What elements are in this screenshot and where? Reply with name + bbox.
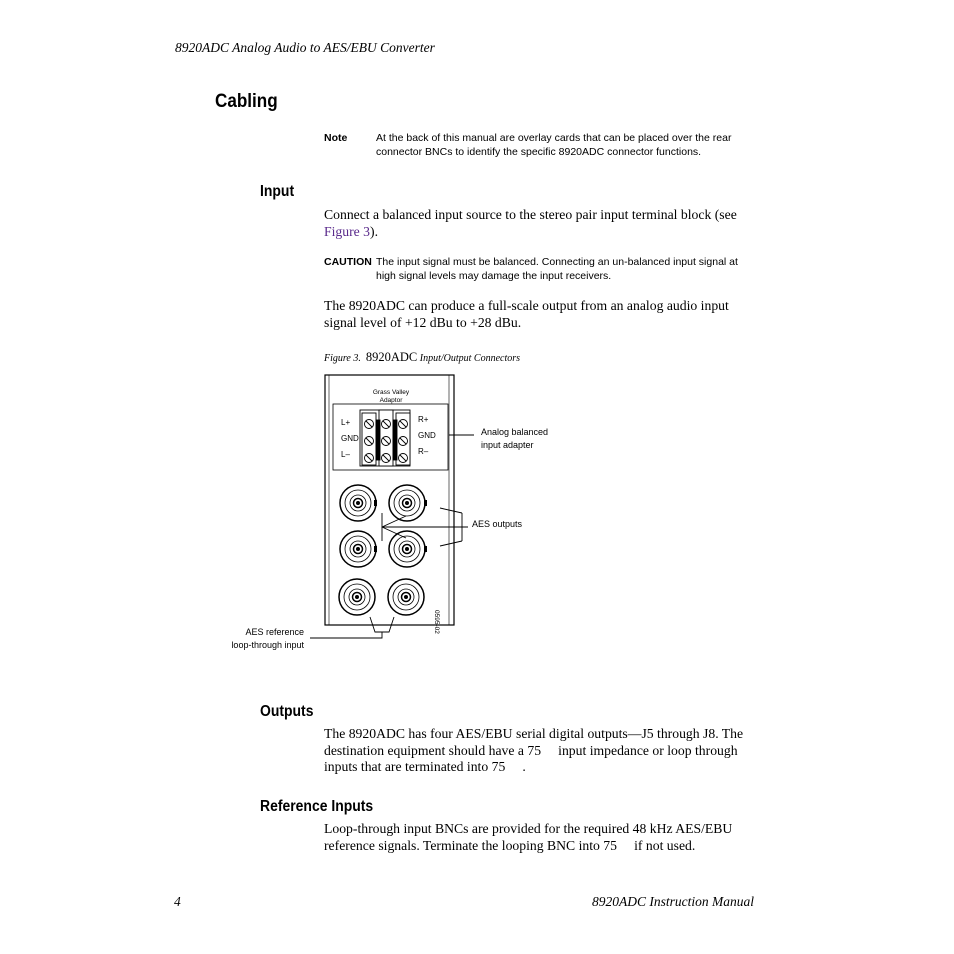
figure-3-link[interactable]: Figure 3 [324, 223, 371, 239]
callout-adapter-label [481, 426, 548, 451]
bnc-connector-1 [340, 485, 376, 521]
input-para1-post: ). [370, 223, 378, 239]
figure-caption-text: Input/Output Connectors [419, 353, 521, 364]
label-l-minus: L– [341, 450, 350, 459]
adapter-brand-line1: Grass Valley [372, 389, 410, 396]
section-heading-reference-inputs: Reference Inputs [260, 798, 374, 815]
bnc-connector-6 [388, 579, 424, 615]
callout-ref-line2: loop-through input [231, 639, 304, 650]
left-channel-labels [341, 415, 359, 463]
input-paragraph-2: The 8920ADC can produce a full-scale output from an analog audio input signal level of +12 dBu to +28 dBu. [324, 298, 729, 330]
section-heading-cabling: Cabling [215, 91, 278, 112]
label-r-minus: R– [418, 447, 429, 456]
reference-paragraph: Loop-through input BNCs are provided for the required 48 kHz AES/EBU reference signals. Terminate the looping BNC into 75 if not used. [324, 821, 736, 853]
reference-callout-line [310, 632, 382, 638]
note-text: At the back of this manual are overlay cards that can be placed over the rear connector BNCs to identify the specific 8920ADC connector functions. [376, 132, 732, 158]
adapter-brand-line2: Adaptor [379, 396, 403, 404]
right-channel-labels [418, 412, 436, 460]
adapter-brand-label [372, 389, 410, 404]
bnc-connector-5 [339, 579, 375, 615]
callout-adapter-line1: Analog balanced [481, 427, 549, 437]
callout-reference-label [222, 626, 304, 651]
label-l-gnd: GND [341, 434, 359, 443]
bnc-connector-2 [389, 485, 425, 521]
label-l-plus: L+ [341, 418, 351, 427]
callout-adapter-line2: input adapter [481, 439, 534, 450]
section-heading-outputs: Outputs [260, 703, 314, 720]
footer-manual-title: 8920ADC Instruction Manual [592, 894, 754, 909]
section-heading-input: Input [260, 183, 295, 200]
running-header: 8920ADC Analog Audio to AES/EBU Converter [175, 40, 435, 55]
terminal-screws [365, 420, 408, 463]
outputs-paragraph: The 8920ADC has four AES/EBU serial digital outputs—J5 through J8. The destination equipment should have a 75 input impedance or loop through inputs that are terminated into 75 . [324, 726, 747, 774]
figure-code: 0595-02 [433, 610, 440, 634]
callout-aes-outputs: AES outputs [472, 519, 523, 529]
bnc-connector-3 [340, 531, 376, 567]
label-r-plus: R+ [418, 415, 429, 424]
bnc-connector-4 [389, 531, 425, 567]
caution-label: CAUTION [324, 256, 372, 268]
label-r-gnd: GND [418, 431, 436, 440]
note-label: Note [324, 132, 348, 144]
figure-caption-model: 8920ADC [365, 350, 418, 364]
caution-text: The input signal must be balanced. Connecting an un-balanced input signal at high signal levels may damage the input receivers. [376, 256, 738, 282]
input-para1-pre: Connect a balanced input source to the stereo pair input terminal block (see [324, 207, 737, 222]
figure-caption-prefix: Figure 3. [324, 353, 361, 364]
page-number: 4 [174, 894, 181, 909]
callout-ref-line1: AES reference [245, 627, 304, 637]
